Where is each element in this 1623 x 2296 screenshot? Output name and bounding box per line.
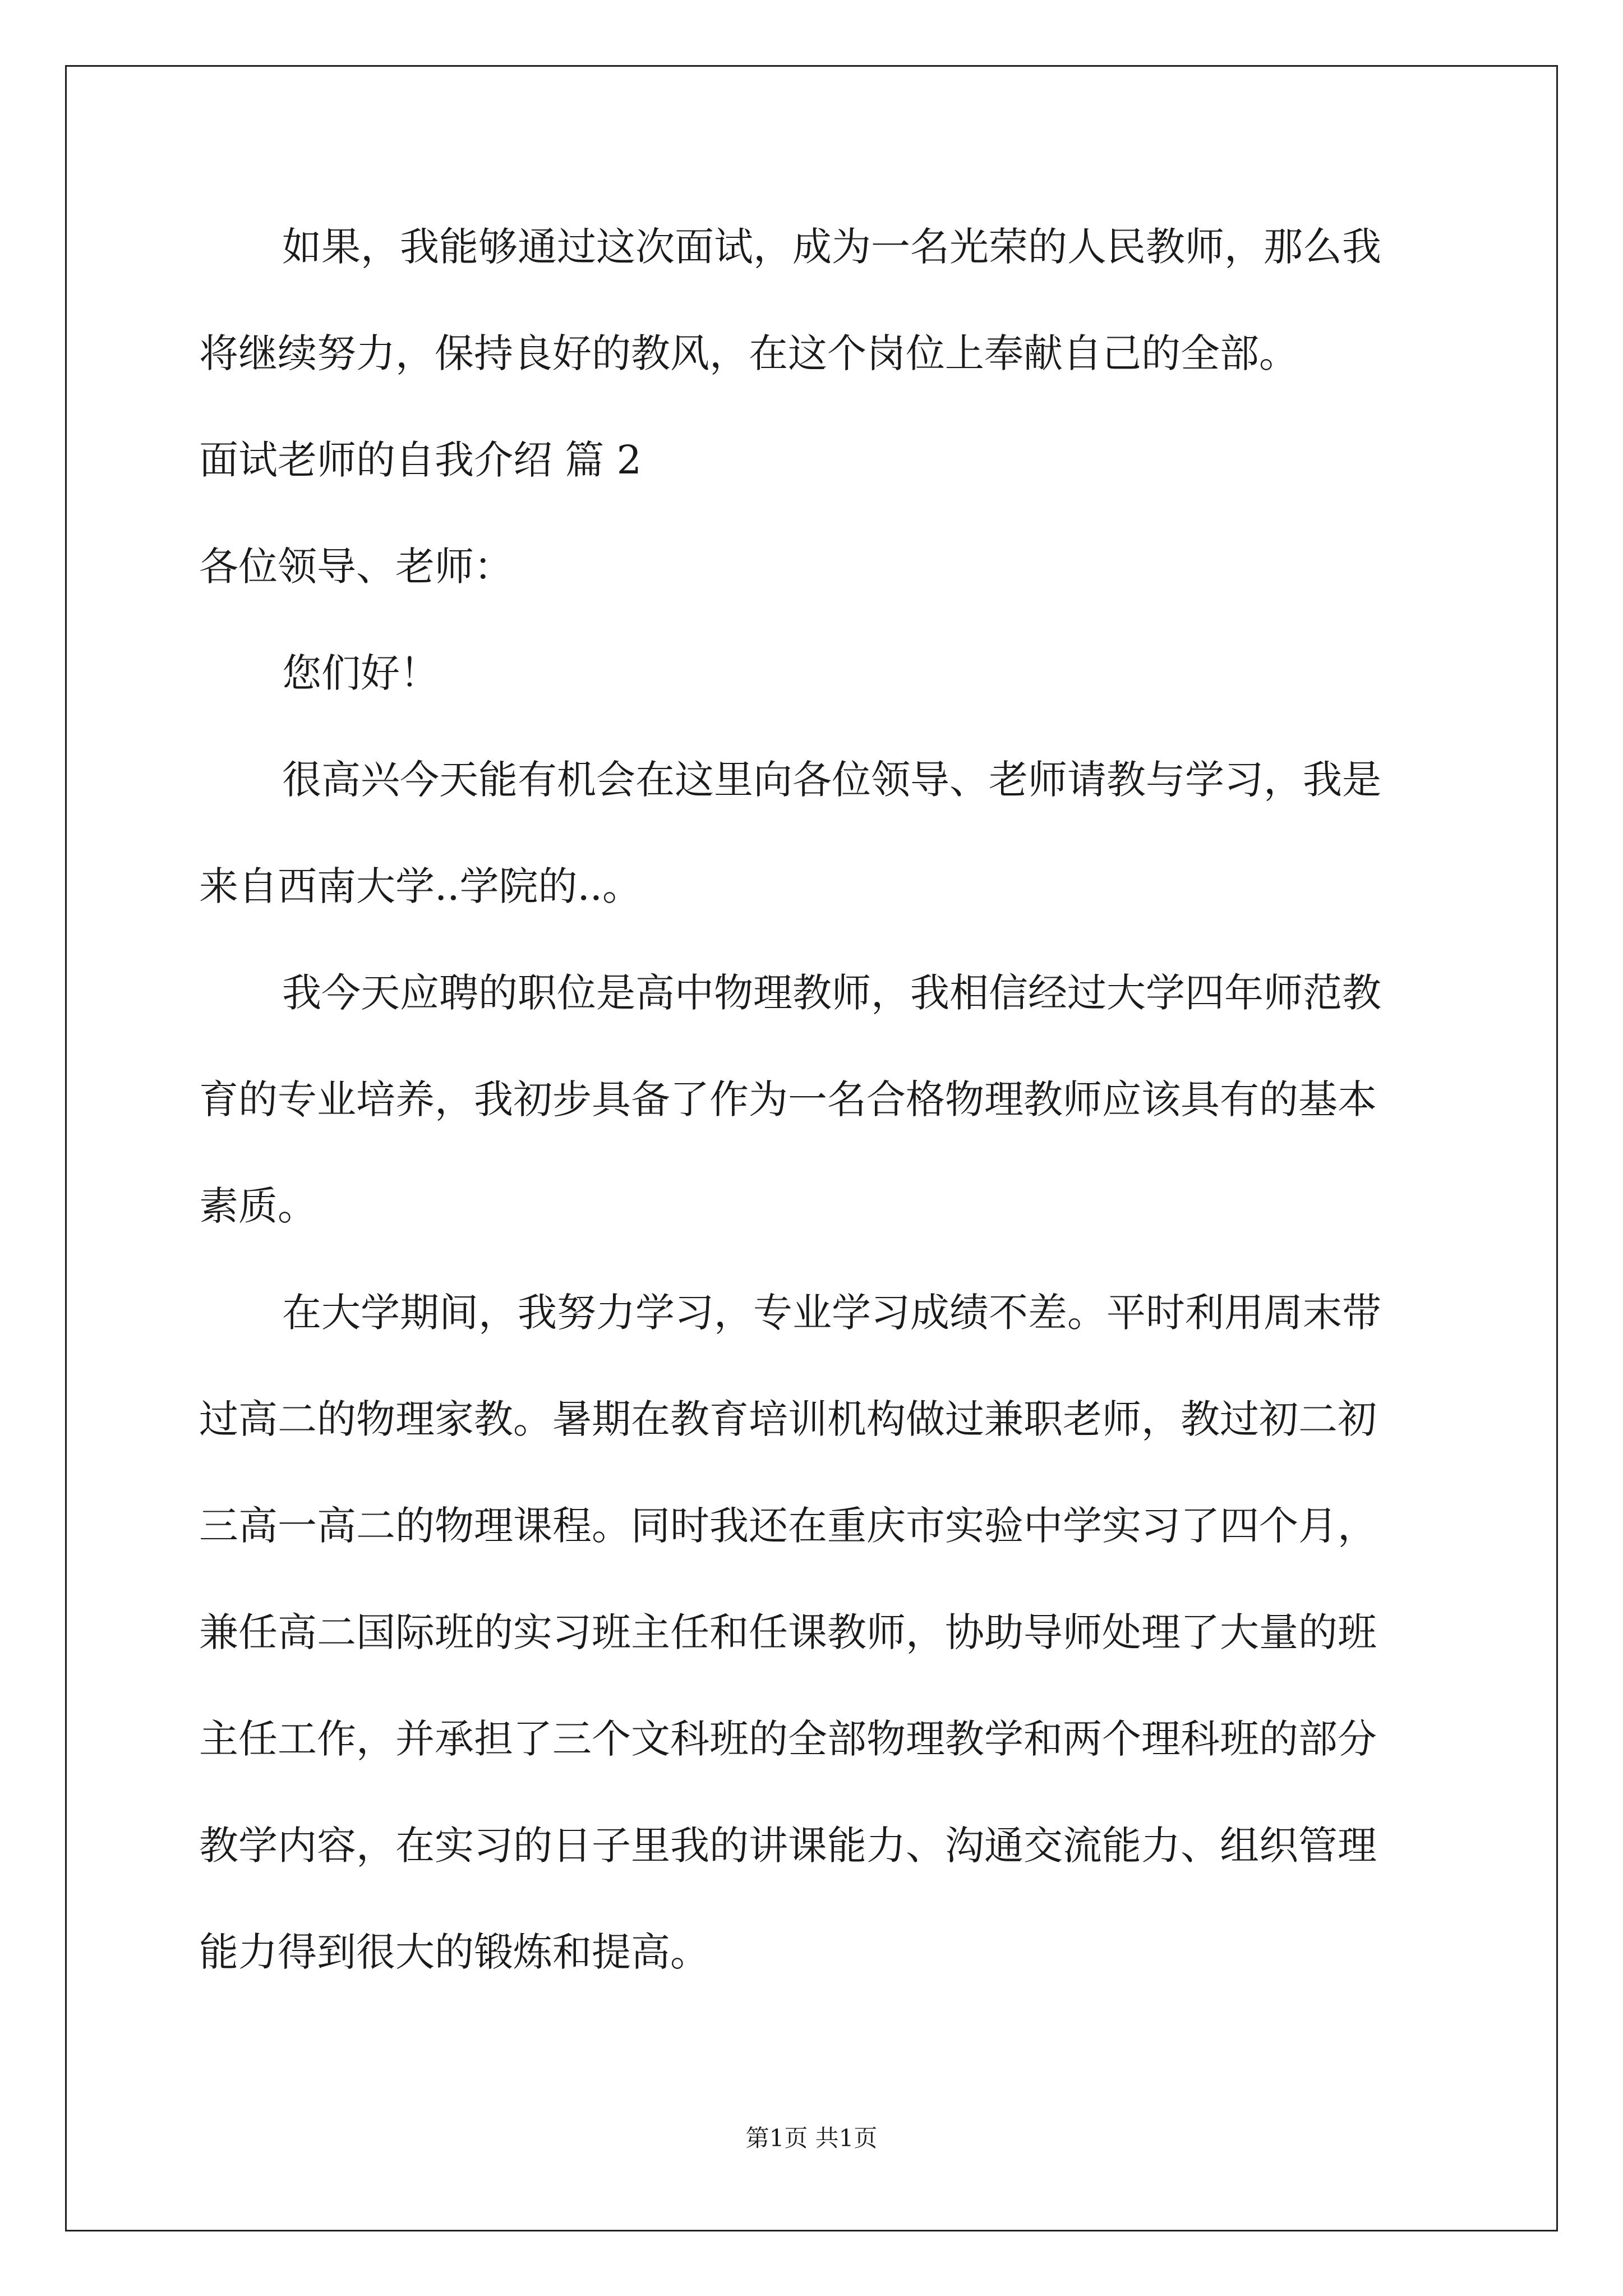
paragraph-4-line-6: 教学内容，在实习的日子里我的讲课能力、沟通交流能力、组织管理 — [199, 1823, 1377, 1869]
page-footer: 第1页 共1页 — [745, 2124, 878, 2152]
page-border — [65, 65, 1558, 2231]
paragraph-3-line-2: 育的专业培养，我初步具备了作为一名合格物理教师应该具有的基本 — [199, 1076, 1377, 1122]
paragraph-1-line-2: 将继续努力，保持良好的教风，在这个岗位上奉献自己的全部。 — [199, 330, 1298, 376]
paragraph-2-line-1: 很高兴今天能有机会在这里向各位领导、老师请教与学习，我是 — [282, 757, 1381, 803]
salutation: 各位领导、老师： — [199, 544, 513, 590]
paragraph-4-line-4: 兼任高二国际班的实习班主任和任课教师，协助导师处理了大量的班 — [199, 1609, 1377, 1655]
paragraph-3-line-3: 素质。 — [199, 1183, 317, 1229]
paragraph-3-line-1: 我今天应聘的职位是高中物理教师，我相信经过大学四年师范教 — [282, 970, 1381, 1016]
greeting: 您们好！ — [282, 650, 439, 696]
paragraph-4-line-7: 能力得到很大的锻炼和提高。 — [199, 1929, 709, 1975]
paragraph-4-line-5: 主任工作，并承担了三个文科班的全部物理教学和两个理科班的部分 — [199, 1716, 1377, 1762]
paragraph-4-line-1: 在大学期间，我努力学习，专业学习成绩不差。平时利用周末带 — [282, 1290, 1381, 1336]
paragraph-4-line-3: 三高一高二的物理课程。同时我还在重庆市实验中学实习了四个月， — [199, 1503, 1377, 1549]
paragraph-2-line-2: 来自西南大学..学院的..。 — [199, 863, 642, 909]
paragraph-1-line-1: 如果，我能够通过这次面试，成为一名光荣的人民教师，那么我 — [282, 224, 1381, 270]
paragraph-4-line-2: 过高二的物理家教。暑期在教育培训机构做过兼职老师，教过初二初 — [199, 1396, 1377, 1442]
section-heading: 面试老师的自我介绍 篇 2 — [199, 437, 642, 483]
